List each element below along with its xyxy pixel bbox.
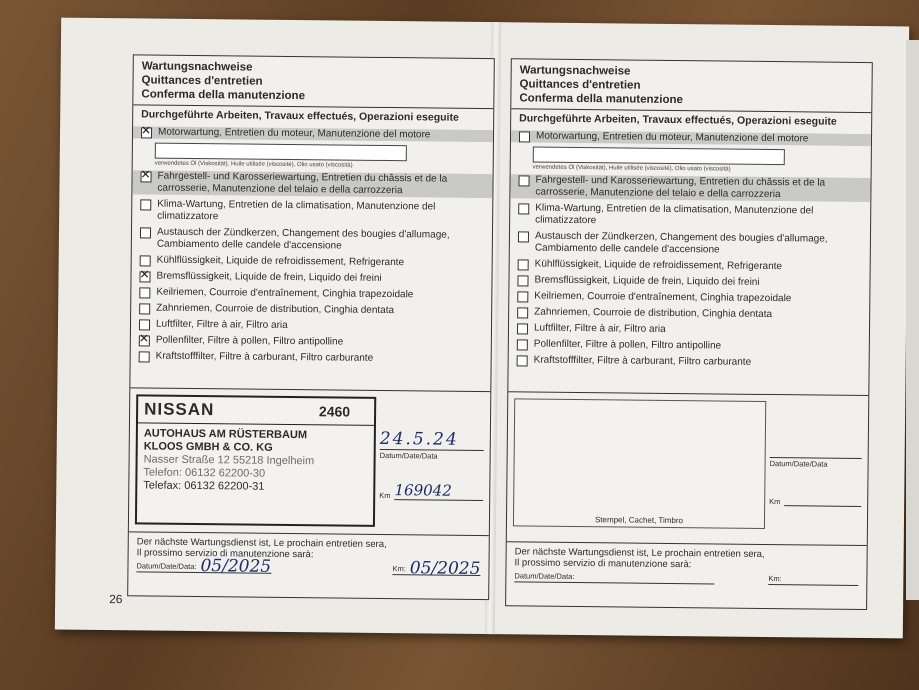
checkbox[interactable]	[517, 275, 528, 286]
checklist-item[interactable]	[131, 270, 491, 286]
next-service-fields	[136, 556, 481, 579]
next-service-text-2: Il prossimo servizio di manutenzione sarà:	[136, 547, 314, 561]
checklist-item[interactable]	[509, 290, 869, 306]
left-item-list	[131, 126, 493, 366]
next-date-field[interactable]	[514, 570, 714, 584]
checkbox[interactable]	[141, 171, 152, 182]
maintenance-booklet	[55, 18, 909, 639]
checklist-item-label: Klima-Wartung, Entretien de la climatisation, Manutenzione del climatizzatore	[535, 202, 814, 227]
next-service-text-1: Der nächste Wartungsdienst ist, Le prochain entretien sera,	[136, 536, 387, 551]
checklist-item[interactable]	[131, 350, 491, 366]
left-next-service	[128, 531, 489, 599]
km-label: Km	[769, 497, 781, 507]
checkbox[interactable]	[518, 259, 529, 270]
handwritten-date: 24.5.24	[379, 428, 459, 450]
right-km-field[interactable]	[769, 495, 861, 507]
next-km-handwritten: 05/2025	[409, 558, 481, 579]
right-maintenance-record	[505, 58, 873, 610]
right-item-list	[509, 130, 871, 370]
checklist-item-label: Zahnriemen, Courroie de distribution, Cinghia dentata	[156, 302, 395, 317]
next-km-label: Km:	[392, 564, 406, 574]
checkbox[interactable]	[140, 255, 151, 266]
viscosity-label: verwendetes Öl (Viskosität), Huile utilisée (viscosité), Olio usato (viscosità)	[532, 164, 731, 173]
checkbox[interactable]	[139, 319, 150, 330]
next-km-field[interactable]	[768, 573, 858, 586]
header-line-de: Wartungsnachweise	[141, 60, 253, 74]
left-stamp-area	[129, 387, 490, 534]
checklist-item[interactable]	[509, 306, 869, 322]
dealer-number: 2460	[318, 403, 351, 420]
stamp-brand-row	[138, 396, 374, 425]
oil-viscosity-field	[533, 147, 863, 174]
right-date-field[interactable]	[770, 457, 862, 469]
next-page-edge	[906, 40, 919, 600]
checklist-item-label: Klima-Wartung, Entretien de la climatisation, Manutenzione del climatizzatore	[157, 198, 436, 223]
checklist-item-label: Luftfilter, Filtre à air, Filtro aria	[533, 322, 666, 335]
checkbox[interactable]	[140, 199, 151, 210]
record-header	[511, 59, 872, 113]
right-next-service	[506, 541, 867, 609]
dealer-name-line2: KLOOS GMBH & CO. KG	[143, 440, 273, 454]
checklist-item[interactable]	[131, 286, 491, 302]
km-blank-line	[784, 495, 861, 507]
checklist-item[interactable]	[132, 170, 492, 198]
section-title: Durchgeführte Arbeiten, Travaux effectués, Operazioni eseguite	[519, 112, 837, 128]
right-stamp-area	[507, 391, 868, 538]
next-km-field[interactable]	[392, 558, 481, 579]
empty-stamp-box[interactable]	[513, 398, 766, 529]
left-date-field[interactable]	[380, 429, 484, 461]
checkbox[interactable]	[518, 203, 529, 214]
next-date-handwritten: 05/2025	[200, 556, 272, 577]
dealer-street: Nasser Straße 12 55218 Ingelheim	[143, 453, 315, 468]
checkbox[interactable]	[141, 127, 152, 138]
page-number: 26	[109, 592, 123, 607]
checklist-item-label: Bremsflüssigkeit, Liquide de frein, Liquido dei freini	[156, 270, 382, 284]
checkbox[interactable]	[518, 231, 529, 242]
checklist-item-label: Austausch der Zündkerzen, Changement des bougies d'allumage, Cambiamento delle candele d'accensione	[156, 226, 450, 252]
next-date-label: Datum/Date/Data:	[514, 571, 575, 581]
viscosity-input[interactable]	[533, 147, 785, 166]
checklist-item[interactable]	[133, 126, 493, 142]
checkbox[interactable]	[517, 307, 528, 318]
header-line-it: Conferma della manutenzione	[519, 92, 684, 107]
checklist-item[interactable]	[132, 226, 492, 254]
checklist-item[interactable]	[510, 174, 870, 202]
checklist-item[interactable]	[510, 202, 870, 230]
checklist-item[interactable]	[510, 258, 870, 274]
next-service-fields	[514, 570, 858, 586]
checklist-item-label: Keilriemen, Courroie d'entraînement, Cinghia trapezoidale	[156, 286, 414, 301]
checklist-item-label: Kühlflüssigkeit, Liquide de refroidissement, Refrigerante	[156, 254, 405, 269]
record-header	[133, 55, 494, 109]
next-km-label: Km:	[768, 574, 782, 584]
checkbox[interactable]	[139, 351, 150, 362]
checkbox[interactable]	[139, 335, 150, 346]
header-line-de: Wartungsnachweise	[519, 64, 631, 78]
header-line-fr: Quittances d'entretien	[141, 74, 263, 88]
next-service-text-1: Der nächste Wartungsdienst ist, Le prochain entretien sera,	[514, 546, 765, 560]
checklist-item-label: Kraftstofffilter, Filtre à carburant, Filtro carburante	[533, 354, 752, 368]
checkbox[interactable]	[139, 287, 150, 298]
oil-viscosity-field	[155, 143, 485, 170]
checklist-item[interactable]	[131, 302, 491, 318]
left-maintenance-record	[127, 54, 495, 600]
header-line-fr: Quittances d'entretien	[519, 78, 641, 92]
checklist-item[interactable]	[509, 274, 869, 290]
checklist-item[interactable]	[509, 338, 869, 354]
checklist-item-label: Zahnriemen, Courroie de distribution, Cinghia dentata	[534, 306, 773, 321]
checklist-item[interactable]	[131, 318, 491, 334]
checklist-item[interactable]	[132, 198, 492, 226]
checklist-item[interactable]	[131, 334, 491, 350]
checklist-item[interactable]	[510, 230, 870, 258]
checkbox[interactable]	[519, 131, 530, 142]
dealer-name-line1: AUTOHAUS AM RÜSTERBAUM	[143, 427, 308, 442]
checklist-item-label: Motorwartung, Entretien du moteur, Manutenzione del motore	[157, 126, 431, 141]
viscosity-input[interactable]	[155, 143, 407, 162]
stamp-address	[137, 423, 374, 498]
stempel-label: Stempel, Cachet, Timbro	[594, 515, 684, 526]
km-label: Km	[379, 490, 391, 501]
viscosity-label: verwendetes Öl (Viskosität), Huile utilisée (viscosité), Olio usato (viscosità)	[154, 160, 353, 169]
checklist-item-label: Kühlflüssigkeit, Liquide de refroidissement, Refrigerante	[534, 258, 783, 273]
next-date-label: Datum/Date/Data:	[136, 561, 197, 572]
checkbox[interactable]	[517, 339, 528, 350]
checklist-item-label: Keilriemen, Courroie d'entraînement, Cinghia trapezoidale	[534, 290, 792, 305]
checkbox[interactable]	[517, 291, 528, 302]
checklist-item[interactable]	[132, 254, 492, 270]
checkbox[interactable]	[139, 303, 150, 314]
date-label: Datum/Date/Data	[770, 457, 862, 469]
left-km-field[interactable]	[379, 481, 483, 501]
checklist-item-label: Motorwartung, Entretien du moteur, Manutenzione del motore	[535, 130, 809, 145]
nissan-logo: NISSAN	[144, 399, 215, 420]
dealer-fax: Telefax: 06132 62200-31	[143, 479, 265, 493]
checkbox[interactable]	[140, 227, 151, 238]
checklist-item[interactable]	[509, 322, 869, 338]
checklist-item-label: Pollenfilter, Filtre à pollen, Filtro antipolline	[533, 338, 722, 352]
checklist-item-label: Fahrgestell- und Karosseriewartung, Entretien du châssis et de la carrosserie, Manutenzione del telaio e della carrozzeria	[535, 174, 826, 201]
checklist-item[interactable]	[511, 130, 871, 146]
checklist-item-label: Fahrgestell- und Karosseriewartung, Entretien du châssis et de la carrosserie, Manutenzione del telaio e della carrozzeria	[157, 170, 448, 197]
next-date-field[interactable]	[136, 556, 272, 577]
checkbox[interactable]	[517, 355, 528, 366]
section-title: Durchgeführte Arbeiten, Travaux effectués, Operazioni eseguite	[141, 108, 459, 124]
checkbox[interactable]	[518, 175, 529, 186]
checkbox[interactable]	[139, 271, 150, 282]
header-line-it: Conferma della manutenzione	[141, 88, 306, 103]
handwritten-km: 169042	[394, 481, 483, 501]
checklist-item-label: Luftfilter, Filtre à air, Filtro aria	[155, 318, 288, 331]
checklist-item-label: Pollenfilter, Filtre à pollen, Filtro antipolline	[155, 334, 344, 348]
dealer-phone: Telefon: 06132 62200-30	[143, 466, 266, 480]
checklist-item[interactable]	[509, 354, 869, 370]
checklist-item-label: Kraftstofffilter, Filtre à carburant, Filtro carburante	[155, 350, 374, 364]
checklist-item-label: Austausch der Zündkerzen, Changement des bougies d'allumage, Cambiamento delle candele d'accensione	[534, 230, 828, 256]
date-label: Datum/Date/Data	[380, 449, 484, 461]
checklist-item-label: Bremsflüssigkeit, Liquide de frein, Liquido dei freini	[534, 274, 760, 288]
next-service-text-2: Il prossimo servizio di manutenzione sarà:	[514, 557, 692, 571]
checkbox[interactable]	[517, 323, 528, 334]
dealer-stamp	[135, 394, 376, 527]
